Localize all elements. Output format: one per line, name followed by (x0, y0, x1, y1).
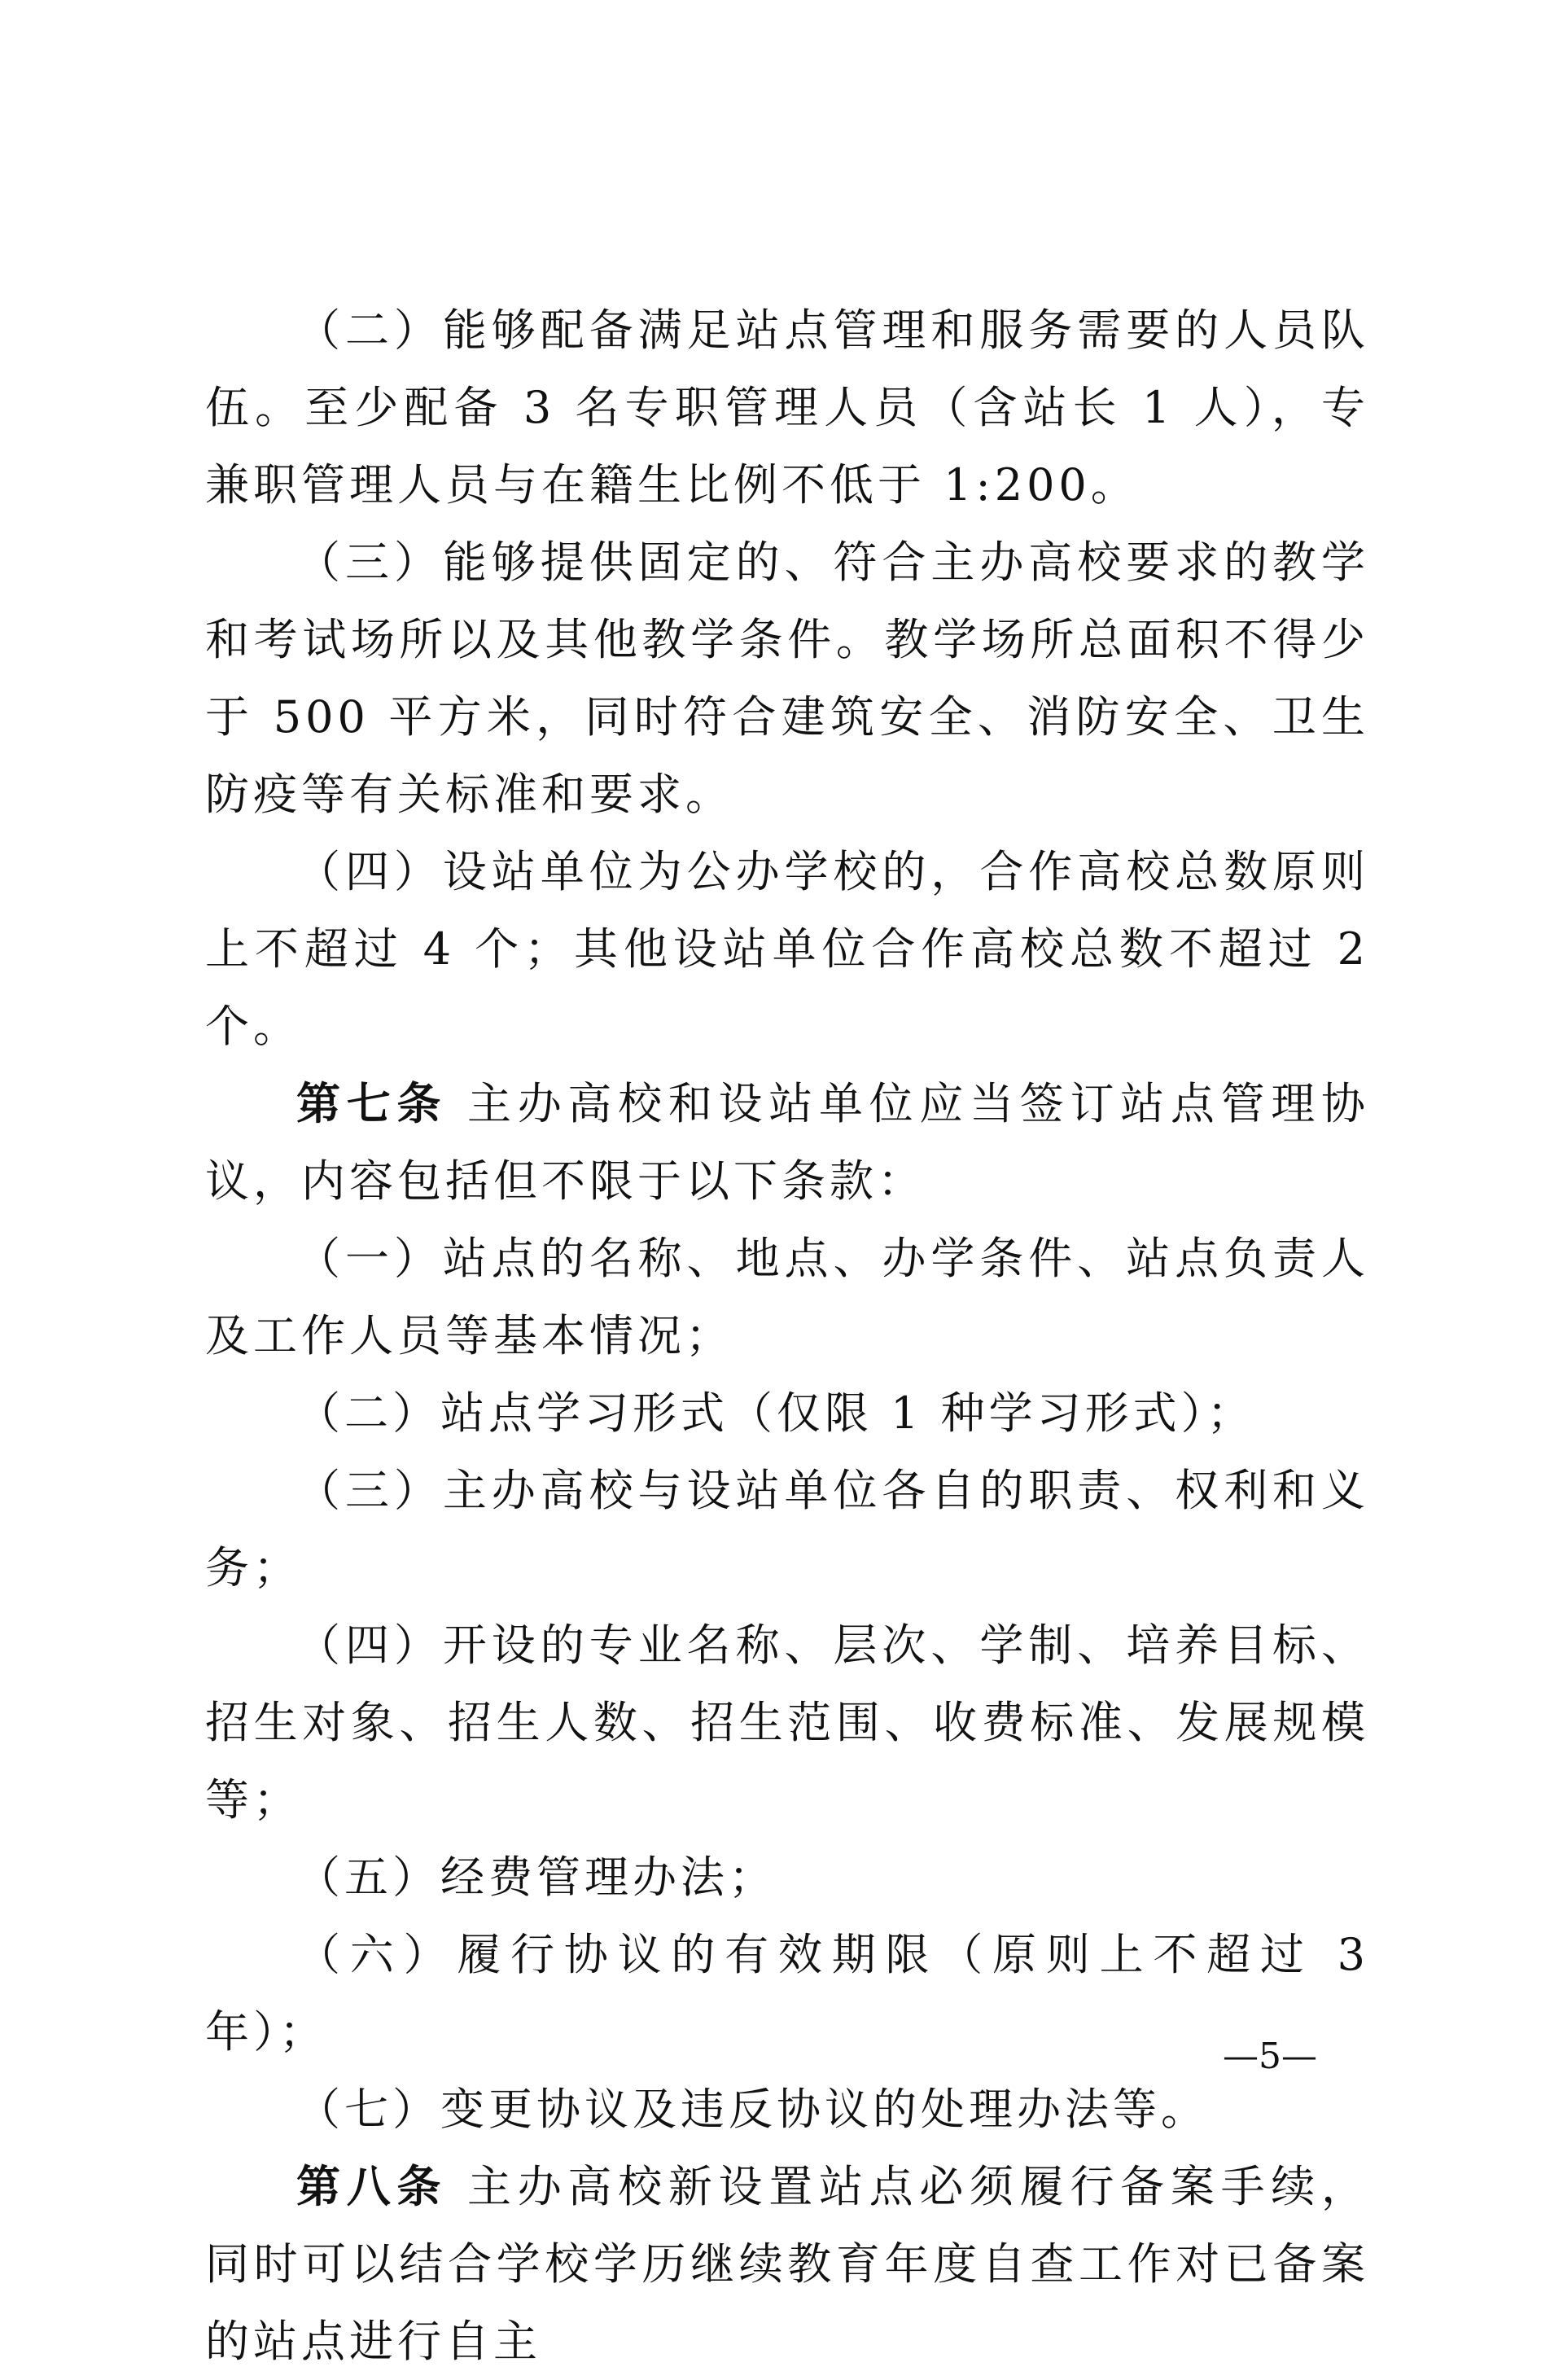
paragraph-facilities: （三）能够提供固定的、符合主办高校要求的教学和考试场所以及其他教学条件。教学场所总面积不得少于 500 平方米，同时符合建筑安全、消防安全、卫生防疫等有关标准和要求。 (205, 537, 1369, 820)
article-7-heading: 第七条 (296, 1078, 448, 1129)
clause-5: （五）经费管理办法； (296, 1852, 777, 1903)
paragraph-staffing: （二）能够配备满足站点管理和服务需要的人员队伍。至少配备 3 名专职管理人员（含站长 1 人），专兼职管理人员与在籍生比例不低于 1:200。 (205, 305, 1369, 511)
clause-7: （七）变更协议及违反协议的处理办法等。 (296, 2084, 1209, 2135)
paragraph-partner-limit: （四）设站单位为公办学校的，合作高校总数原则上不超过 4 个；其他设站单位合作高校总数不超过 2 个。 (205, 846, 1369, 1052)
article-8-heading: 第八条 (296, 2161, 448, 2212)
clause-4: （四）开设的专业名称、层次、学制、培养目标、招生对象、招生人数、招生范围、收费标准、发展规模等； (205, 1620, 1369, 1826)
article-8: 第八条 主办高校新设置站点必须履行备案手续，同时可以结合学校学历继续教育年度自查工作对已备案的站点进行自主 (205, 2161, 1369, 2367)
page-number: —5— (1223, 2036, 1317, 2077)
article-7: 第七条 主办高校和设站单位应当签订站点管理协议，内容包括但不限于以下条款： (205, 1078, 1369, 1207)
clause-6: （六）履行协议的有效期限（原则上不超过 3 年）； (205, 1929, 1369, 2058)
clause-1: （一）站点的名称、地点、办学条件、站点负责人及工作人员等基本情况； (205, 1233, 1369, 1361)
clause-2: （二）站点学习形式（仅限 1 种学习形式）； (296, 1387, 1255, 1439)
body-text (205, 291, 1369, 2380)
clause-3: （三）主办高校与设站单位各自的职责、权利和义务； (205, 1465, 1369, 1593)
